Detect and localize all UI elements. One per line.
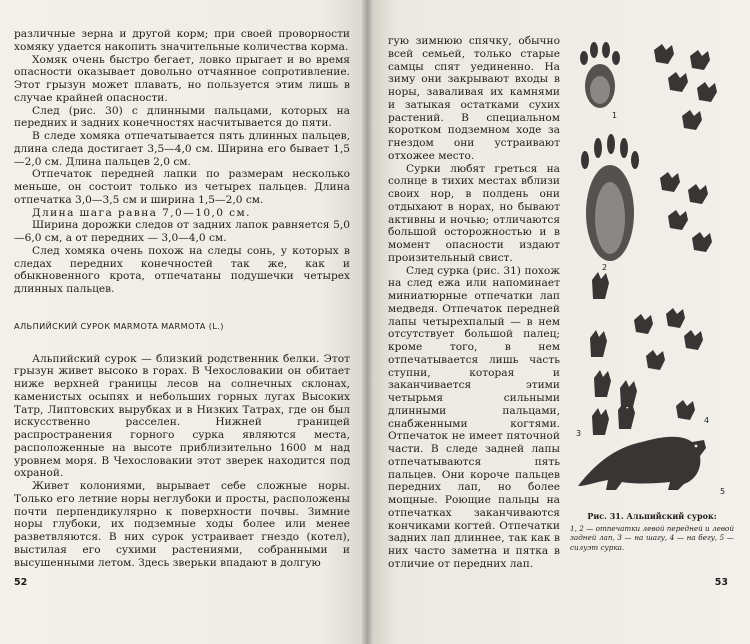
paragraph: Альпийский сурок — близкий родственник белки. Этот грызун живет высоко в горах. В Чехословакии он обитает ниже верхней границы лесов на солнечных склонах, каменистых осыпях и небольших горных лугах Высоких Татр, Липтовских вырубках и в Низких Татрах, где он был искусственно расселен. Нижней границей распространения горного сурка являются места, расположенные на высоте приблизительно 1600 м над уровнем моря. В Чехословакии этот зверек находится под охраной. [14,352,350,480]
walking-prints-top [654,44,717,252]
left-page [0,0,367,644]
front-foot-print [580,42,620,108]
walking-trail [590,272,611,435]
right-page [367,0,750,644]
figure-caption [570,512,734,552]
marmot-tracks-figure [572,38,732,508]
figure-caption-title: Рис. 31. Альпийский сурок: [587,511,717,521]
running-trail [618,308,703,429]
figure-label-3: 3 [576,429,582,438]
hind-foot-print [581,134,639,261]
figure-label-2: 2 [602,263,608,272]
paragraph: Ширина дорожки следов от задних лапок равняется 5,0—6,0 см, а от передних — 3,0—4,0 см. [14,219,350,244]
figure-label-1: 1 [612,111,618,120]
figure-label-5: 5 [720,487,726,496]
paragraph: гую зимнюю спячку, обычно всей семьей, только старые самцы спят уединенно. На зиму они закрывают входы в норы, заваливая их камнями и затыкая остатками сухих растений. В специальном коротком подземном ходе за гнездом они устраивают отхожее место. [388,35,560,162]
page-number: 52 [14,577,28,588]
book-gutter [362,0,372,644]
paragraph: Сурки любят греться на солнце в тихих местах вблизи своих нор, в полдень они отдыхают в норах, но бывают активны и ночью; отличаются большой осторожностью и в момент опасности издают произительный свист. [388,162,560,264]
paragraph: След хомяка очень похож на следы сонь, у которых в следах передних конечностей так же, как и обыкновенного крота, отпечатаны подушечки четырех длинных пальцев. [14,244,350,295]
page-number: 53 [714,577,728,588]
left-text-column [14,28,350,569]
paragraph: Хомяк очень быстро бегает, ловко прыгает и во время опасности оказывает довольно отчаянное сопротивление. Этот грызун может плавать, но пользуется этим лишь в случае крайней опасности. [14,53,350,104]
paragraph: Длина шага равна 7,0—10,0 см. [32,206,251,219]
paragraph: След (рис. 30) с длинными пальцами, которых на передних и задних конечностях насчитывается до пяти. [14,104,350,130]
figure-caption-body: 1, 2 — отпечатки левой передней и левой задней лап, 3 — на шагу, 4 — на бегу, 5 — силуэт сурка. [570,524,734,552]
paragraph: В следе хомяка отпечатывается пять длинных пальцев, длина следа достигает 3,5—4,0 см. Ширина его бывает 1,5—2,0 см. Длина пальцев 2,0 см. [14,130,350,168]
paragraph: Отпечаток передней лапки по размерам несколько меньше, он состоит только из четырех пальцев. Длина отпечатка 3,0—3,5 см и ширина 1,5—2,0 см. [14,168,350,206]
paragraph: След сурка (рис. 31) похож на след ежа или напоминает миниатюрные отпечатки лап медведя. Отпечаток передней лапы четырехпалый — в нем отсутствует большой палец; кроме того, в нем отпечатывается лишь часть ступни, которая и заканчивается этими четырьмя сильными длинными пальцами, снабженными когтями. Отпечаток не имеет пяточной части. В следе задней лапы отпечатываются пять пальцев. Они короче пальцев передних лап, но более мощные. Роющие пальцы на отпечатках заканчиваются кончиками когтей. Отпечатки задних лап длиннее, так как в них часто заметна и пятка в отличие от передних лап. [388,264,560,570]
paragraph: Живет колониями, вырывает себе сложные норы. Только его летние норы неглубоки и просты, расположены почти перпендикулярно к поверхности почвы. Зимние норы глубоки, их подземные ходы более или менее разветвляются. В них сурок устраивает гнездо (котел), выстилая его сухими растениями, собранными и высушенными летом. Здесь зверьки впадают в долгую [14,480,350,569]
section-heading: АЛЬПИЙСКИЙ СУРОК MARMOTA MARMOTA (L.) [14,320,224,331]
right-text-column [388,35,560,571]
paragraph: различные зерна и другой корм; при своей проворности хомяку удается накопить значительные количества корма. [14,28,350,53]
marmot-silhouette [578,437,706,490]
figure-label-4: 4 [704,416,710,425]
